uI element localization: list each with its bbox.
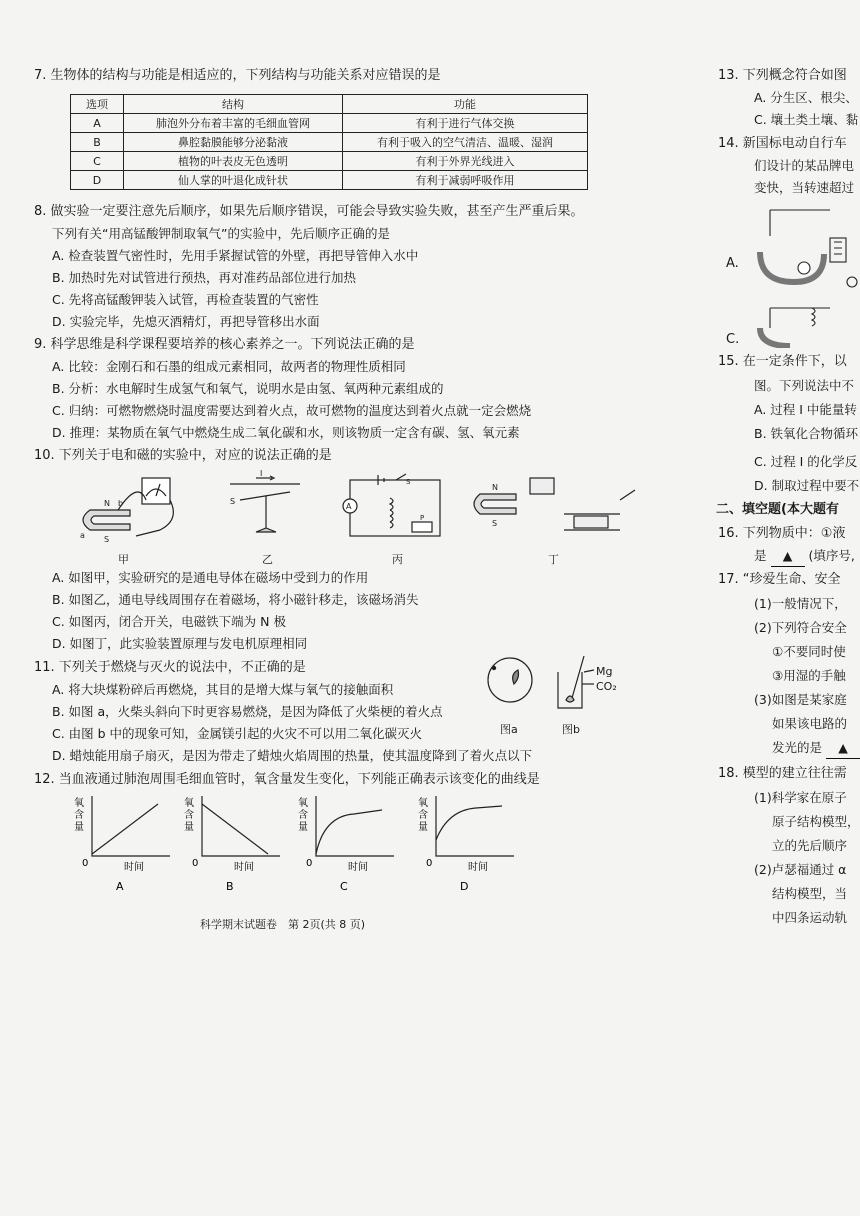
q14-stem-2: 们设计的某品牌电 [754, 158, 855, 173]
q8-option-c: C. 先将高锰酸钾装入试管，再检查装置的气密性 [52, 292, 319, 307]
q7-cell: D [71, 171, 124, 190]
q10-fig-label-jia: 甲 [118, 553, 129, 566]
section-2-heading: 二、填空题(本大题有 [716, 502, 839, 517]
q16-answer-line [754, 546, 855, 567]
q15-option-a: A. 过程 I 中能量转 [754, 402, 857, 417]
q12-stem: 12. 当血液通过肺泡周围毛细血管时，氧含量发生变化，下列能正确表示该变化的曲线是 [34, 772, 540, 787]
q11-co2-label: CO₂ [596, 680, 617, 693]
q13-stem: 13. 下列概念符合如图 [718, 68, 847, 83]
q11-fig-b-label: 图b [562, 723, 580, 736]
q7-cell: B [71, 133, 124, 152]
graph-xlabel: 时间 [348, 862, 368, 873]
q18-part-2: (2)卢瑟福通过 α [754, 862, 847, 877]
q7-table [70, 94, 588, 190]
svg-text:b: b [118, 499, 124, 508]
q8-stem-1: 8. 做实验一定要注意先后顺序，如果先后顺序错误，可能会导致实验失败，甚至产生严重后果。 [34, 204, 584, 219]
q15-stem-2: 图。下列说法中不 [754, 378, 855, 393]
graph-origin: 0 [82, 858, 89, 869]
graph-ylabel-char: 含 [74, 810, 84, 821]
q7-cell: 有利于进行气体交换 [343, 114, 588, 133]
q7-cell: 有利于外界光线进入 [343, 152, 588, 171]
graph-ylabel-char: 量 [184, 822, 194, 833]
q9-option-a: A. 比较：金刚石和石墨的组成元素相同，故两者的物理性质相同 [52, 359, 406, 374]
q9-option-c: C. 归纳：可燃物燃烧时温度需要达到着火点，故可燃物的温度达到着火点就一定会燃烧 [52, 403, 532, 418]
q17-answer-blank[interactable]: ▲ [826, 738, 860, 759]
page-footer: 科学期末试题卷 第 2页(共 8 页) [200, 918, 366, 931]
q13-option-a: A. 分生区、根尖、 [754, 90, 858, 105]
q17-part-3-prefix: 发光的是 [772, 740, 823, 755]
q17-part-1: (1)一般情况下， [754, 596, 847, 611]
q7-cell: 有利于吸入的空气清洁、温暖、湿润 [343, 133, 588, 152]
table-row [71, 114, 588, 133]
svg-text:S: S [492, 519, 498, 528]
graph-curve [436, 806, 502, 840]
graph-ylabel-char: 氧 [298, 798, 308, 809]
q18-part-2-line-3: 中四条运动轨 [772, 910, 848, 925]
q10-fig-label-ding: 丁 [548, 553, 559, 566]
q18-part-2-line-2: 结构模型，当 [772, 886, 848, 901]
q8-stem-2: 下列有关“用高锰酸钾制取氧气”的实验中，先后顺序正确的是 [52, 226, 390, 241]
figure-yi-compass [230, 470, 300, 532]
q9-option-b: B. 分析：水电解时生成氢气和氧气，说明水是由氢、氧两种元素组成的 [52, 381, 444, 396]
graph-ylabel-char: 氧 [184, 798, 194, 809]
q18-part-1-line-2: 原子结构模型， [772, 814, 860, 829]
q11-option-c: C. 由图 b 中的现象可知，金属镁引起的火灾不可以用二氧化碳灭火 [52, 726, 423, 741]
q10-option-c: C. 如图丙，闭合开关，电磁铁下端为 N 极 [52, 614, 286, 629]
q10-option-a: A. 如图甲，实验研究的是通电导体在磁场中受到力的作用 [52, 570, 369, 585]
q14-stem-1: 14. 新国标电动自行车 [718, 136, 847, 151]
q11-option-b: B. 如图 a，火柴头斜向下时更容易燃烧，是因为降低了火柴梗的着火点 [52, 704, 443, 719]
svg-text:S: S [230, 497, 236, 506]
q7-header-function: 功能 [343, 95, 588, 114]
graph-origin: 0 [426, 858, 433, 869]
q10-figures [60, 470, 640, 550]
q8-option-a: A. 检查装置气密性时，先用手紧握试管的外壁，再把导管伸入水中 [52, 248, 419, 263]
graph-axes [316, 796, 394, 856]
q7-header-structure: 结构 [124, 95, 343, 114]
q14-fig-c-label: C. [726, 332, 740, 347]
figure-b-beaker [558, 656, 594, 708]
q17-part-3: (3)如图是某家庭 [754, 692, 847, 707]
svg-text:S: S [104, 535, 110, 544]
q10-fig-label-yi: 乙 [262, 553, 273, 566]
q12-graph-b [180, 796, 290, 892]
q10-option-d: D. 如图丁，此实验装置原理与发电机原理相同 [52, 636, 308, 651]
q12-graph-a [70, 796, 180, 892]
q16-answer-blank[interactable]: ▲ [771, 546, 805, 567]
q11-mg-label: Mg [596, 665, 613, 678]
q18-part-1: (1)科学家在原子 [754, 790, 847, 805]
q7-cell: 植物的叶表皮无色透明 [124, 152, 343, 171]
q7-cell: 鼻腔黏膜能够分泌黏液 [124, 133, 343, 152]
q16-stem: 16. 下列物质中：①液 [718, 526, 846, 541]
q7-cell: C [71, 152, 124, 171]
svg-text:a: a [80, 531, 85, 540]
figure-ding-rails [474, 478, 635, 530]
graph-option-label: A [116, 880, 124, 892]
q7-header-option: 选项 [71, 95, 124, 114]
q9-option-d: D. 推理：某物质在氧气中燃烧生成二氧化碳和水，则该物质一定含有碳、氢、氧元素 [52, 425, 520, 440]
q16-prefix: 是 [754, 548, 767, 563]
q14-circuit-figures [742, 198, 860, 348]
q10-option-b: B. 如图乙，通电导线周围存在着磁场，将小磁针移走，该磁场消失 [52, 592, 419, 607]
q14-fig-a-label: A. [726, 256, 739, 271]
graph-axes [202, 796, 280, 856]
q17-stem: 17. “珍爱生命、安全 [718, 572, 841, 587]
graph-option-label: C [340, 880, 348, 892]
q7-cell: 仙人掌的叶退化成针状 [124, 171, 343, 190]
q14-stem-3: 变快，当转速超过 [754, 180, 855, 195]
graph-ylabel-char: 量 [298, 822, 308, 833]
graph-xlabel: 时间 [124, 862, 144, 873]
graph-ylabel-char: 含 [184, 810, 194, 821]
q15-option-c: C. 过程 I 的化学反 [754, 454, 858, 469]
q11-option-d: D. 蜡烛能用扇子扇灭，是因为带走了蜡烛火焰周围的热量，使其温度降到了着火点以下 [52, 748, 533, 763]
q17-part-2-item-1: ①不要同时使 [772, 644, 846, 659]
q17-part-2: (2)下列符合安全 [754, 620, 847, 635]
figure-bing-electromagnet [343, 474, 440, 536]
svg-text:A: A [346, 502, 352, 511]
q10-fig-label-bing: 丙 [392, 553, 403, 566]
q7-cell: 有利于减弱呼吸作用 [343, 171, 588, 190]
q15-stem-1: 15. 在一定条件下，以 [718, 354, 847, 369]
graph-option-label: D [460, 880, 469, 892]
graph-axes [92, 796, 170, 856]
figure-jia-galvanometer [80, 478, 173, 544]
graph-option-label: B [226, 880, 234, 892]
q17-part-2-item-3: ③用湿的手触 [772, 668, 846, 683]
figure-a-match [488, 658, 532, 702]
q15-option-b: B. 铁氧化合物循环 [754, 426, 859, 441]
svg-text:N: N [492, 483, 498, 492]
graph-ylabel-char: 氧 [418, 798, 428, 809]
q18-part-1-line-3: 立的先后顺序 [772, 838, 848, 853]
table-row [71, 152, 588, 171]
q12-graph-c [294, 796, 404, 892]
q11-stem: 11. 下列关于燃烧与灭火的说法中，不正确的是 [34, 660, 306, 675]
svg-text:I: I [260, 470, 263, 478]
svg-text:S: S [406, 478, 411, 486]
q15-option-d: D. 制取过程中要不 [754, 478, 860, 493]
graph-xlabel: 时间 [234, 862, 254, 873]
graph-ylabel-char: 量 [418, 822, 428, 833]
q17-part-3-line-2: 如果该电路的 [772, 716, 848, 731]
q7-stem: 7. 生物体的结构与功能是相适应的，下列结构与功能关系对应错误的是 [34, 68, 441, 83]
q18-stem: 18. 模型的建立往往需 [718, 766, 847, 781]
graph-ylabel-char: 量 [74, 822, 84, 833]
q8-option-b: B. 加热时先对试管进行预热，再对准药品部位进行加热 [52, 270, 357, 285]
table-row [71, 171, 588, 190]
graph-origin: 0 [306, 858, 313, 869]
q13-option-c: C. 壤土类土壤、黏 [754, 112, 859, 127]
graph-ylabel-char: 氧 [74, 798, 84, 809]
graph-curve [92, 804, 158, 854]
q16-suffix: (填序号, [808, 548, 855, 563]
q7-cell: 肺泡外分布着丰富的毛细血管网 [124, 114, 343, 133]
exam-page-3-cropped [712, 0, 860, 1216]
graph-curve [316, 810, 382, 854]
table-row [71, 133, 588, 152]
graph-ylabel-char: 含 [298, 810, 308, 821]
q9-stem: 9. 科学思维是科学课程要培养的核心素养之一。下列说法正确的是 [34, 337, 415, 352]
graph-axes [436, 796, 514, 856]
svg-text:P: P [420, 514, 425, 522]
q11-fig-a-label: 图a [500, 723, 518, 736]
q12-graph-d [414, 796, 524, 892]
q11-option-a: A. 将大块煤粉碎后再燃烧，其目的是增大煤与氧气的接触面积 [52, 682, 394, 697]
svg-text:N: N [104, 499, 110, 508]
q8-option-d: D. 实验完毕，先熄灭酒精灯，再把导管移出水面 [52, 314, 320, 329]
q17-part-3-answer-line [772, 738, 860, 759]
graph-ylabel-char: 含 [418, 810, 428, 821]
graph-curve [202, 804, 268, 854]
q10-stem: 10. 下列关于电和磁的实验中，对应的说法正确的是 [34, 448, 332, 463]
graph-origin: 0 [192, 858, 199, 869]
q7-cell: A [71, 114, 124, 133]
graph-xlabel: 时间 [468, 862, 488, 873]
